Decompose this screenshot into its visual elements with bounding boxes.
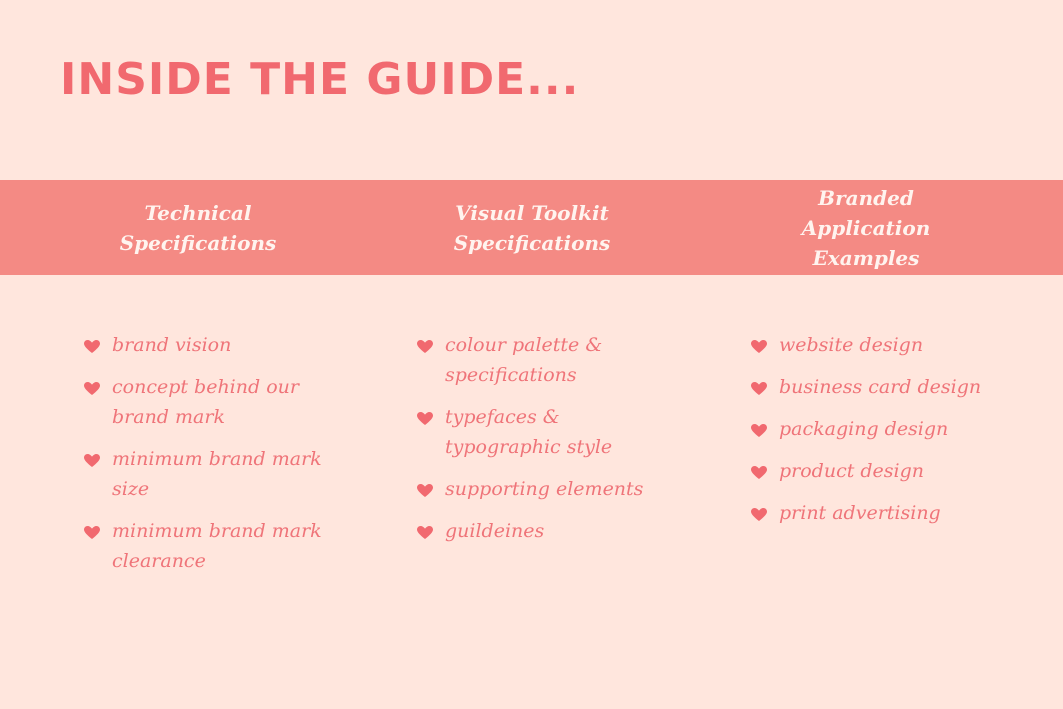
- list-item: minimum brand mark clearance: [84, 516, 324, 576]
- heart-icon: [751, 508, 767, 522]
- list-item: print advertising: [751, 498, 1051, 528]
- heart-icon: [84, 382, 100, 396]
- page-title: INSIDE THE GUIDE...: [60, 54, 580, 105]
- heart-icon: [417, 340, 433, 354]
- branded-application-list: [751, 330, 1051, 540]
- heart-icon: [751, 466, 767, 480]
- column-heading-branded-application: Branded Application Examples: [801, 185, 931, 270]
- list-item: business card design: [751, 372, 1051, 402]
- list-item: brand vision: [84, 330, 324, 360]
- list-item: guildeines: [417, 516, 667, 546]
- list-item: colour palette & specifications: [417, 330, 667, 390]
- heart-icon: [751, 382, 767, 396]
- list-item: supporting elements: [417, 474, 667, 504]
- list-item: packaging design: [751, 414, 1051, 444]
- heart-icon: [751, 340, 767, 354]
- technical-list: [84, 330, 324, 588]
- list-item: minimum brand mark size: [84, 444, 324, 504]
- heart-icon: [751, 424, 767, 438]
- list-item: concept behind our brand mark: [84, 372, 324, 432]
- heart-icon: [417, 526, 433, 540]
- list-item: typefaces & typographic style: [417, 402, 667, 462]
- column-heading-technical: Technical Specifications: [119, 200, 277, 255]
- heart-icon: [84, 454, 100, 468]
- header-band: [0, 180, 1063, 275]
- heart-icon: [84, 340, 100, 354]
- heart-icon: [84, 526, 100, 540]
- list-item: website design: [751, 330, 1051, 360]
- list-item: product design: [751, 456, 1051, 486]
- heart-icon: [417, 412, 433, 426]
- heart-icon: [417, 484, 433, 498]
- visual-toolkit-list: [417, 330, 667, 558]
- column-heading-visual-toolkit: Visual Toolkit Specifications: [453, 200, 611, 255]
